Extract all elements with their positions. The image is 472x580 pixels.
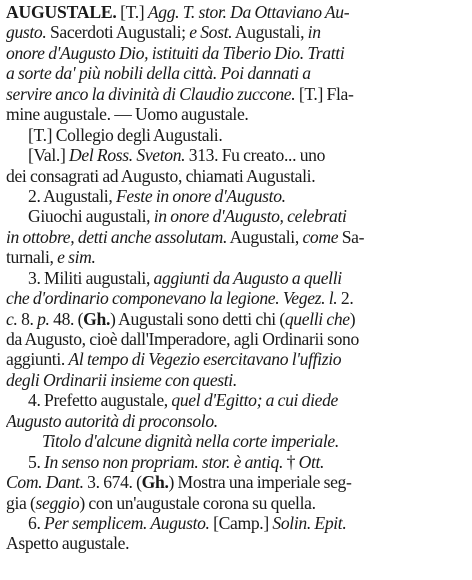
entry-line [6,186,468,206]
entry-text: [T.] [116,2,148,22]
entry-text: 3. 674. ( [83,472,142,493]
entry-text: Augusto autorità di proconsolo. [6,410,218,431]
entry-text: Gh. [83,308,110,329]
entry-text: p. [37,308,50,329]
entry-text: 4. Prefetto augustale, [28,390,172,411]
entry-text: ) Mostra una imperiale seg- [168,472,352,493]
entry-line [6,329,468,349]
entry-text: aggiunti. [6,349,69,370]
entry-line [6,309,468,329]
entry-text: e Sost. [189,22,233,43]
entry-text: 6. [28,512,45,533]
entry-text: [T.] Collegio degli Augustali. [28,124,223,145]
entry-text: servire anco la divinità di Claudio zuccone. [6,83,296,104]
entry-text: Giuochi augustali, [28,206,154,227]
entry-text: Aspetto augustale. [6,533,130,554]
entry-line [6,513,468,533]
entry-text: ) [349,308,356,329]
entry-text: e sim. [57,247,96,268]
entry-text: aggiunti da Augusto a quelli [153,267,342,288]
entry-text: Augustali, [232,22,308,43]
entry-text: 2. [337,288,354,309]
entry-text: 8. [17,308,38,329]
entry-text: mine augustale. — Uomo augustale. [6,104,249,125]
entry-text: 5. [28,451,45,472]
entry-text: seggio [35,492,80,513]
entry-text: in ottobre, detti anche assolutam. [6,226,227,247]
entry-text: a sorte da' più nobili della città. Poi dannati a [6,63,311,84]
entry-line [6,43,468,63]
entry-text: Feste in onore d'Augusto. [115,185,286,206]
entry-text: 313. Fu creato... uno [185,145,326,166]
entry-text: 2. Augustali, [28,185,116,206]
entry-line [6,145,468,165]
entry-text: Agg. T. stor. Da Ottaviano Au- [147,2,350,22]
entry-text: 48. ( [49,308,84,329]
entry-text: dei consagrati ad Augusto, chiamati Augustali. [6,165,316,186]
entry-text: c. [6,308,18,329]
entry-text: da Augusto, cioè dall'Imperadore, agli Ordinarii sono [6,329,359,349]
entry-line [6,288,468,308]
entry-text: [T.] Fla- [295,83,354,104]
headword: AUGUSTALE. [6,2,117,22]
entry-text: 3. Militi augustali, [28,267,154,288]
entry-line [6,452,468,472]
entry-line [6,125,468,145]
entry-text: In senso non propriam. stor. è antiq. [44,451,284,472]
entry-line [6,206,468,226]
entry-text: Del Ross. Sveton. [69,145,186,166]
entry-line [6,268,468,288]
entry-line [6,84,468,104]
entry-line [6,390,468,410]
entry-text: in [307,22,321,43]
entry-text: quelli che [284,308,350,329]
entry-text: Al tempo di Vegezio esercitavano l'uffizio [68,349,342,370]
entry-text: Sa- [338,226,365,247]
entry-text: [Val.] [28,145,70,166]
entry-text: † [283,451,299,472]
entry-line [6,2,468,22]
entry-line [6,493,468,513]
entry-text: Titolo d'alcune dignità nella corte imperiale. [42,431,339,452]
entry-text: quel d'Egitto; a cui diede [171,390,338,411]
entry-text: come [302,226,339,247]
entry-line [6,431,468,451]
entry-text: Com. Dant. [6,472,84,493]
entry-line [6,63,468,83]
entry-line [6,22,468,42]
entry-line [6,411,468,431]
entry-line [6,533,468,553]
entry-line [6,166,468,186]
entry-line [6,247,468,267]
dictionary-entry [6,2,468,554]
entry-text: Solin. Epit. [272,512,347,533]
entry-text: che d'ordinario componevano la legione. Vegez. l. [6,288,338,309]
entry-text: ) Augustali sono detti chi ( [110,308,285,329]
entry-text: Ott. [298,451,325,472]
entry-text: Augustali, [227,226,303,247]
entry-line [6,370,468,390]
entry-text: onore d'Augusto Dio, istituiti da Tiberio Dio. Tratti [6,42,345,63]
entry-text: Per semplicem. Augusto. [44,512,210,533]
entry-text: turnali, [6,247,58,268]
entry-line [6,472,468,492]
entry-text: ) con un'augustale corona su quella. [79,492,316,513]
entry-text: degli Ordinarii insieme con questi. [6,369,237,390]
entry-line [6,349,468,369]
entry-line [6,227,468,247]
entry-text: in onore d'Augusto, celebrati [153,206,347,227]
entry-text: gusto. [6,22,47,43]
entry-text: gia ( [6,492,36,513]
entry-text: Sacerdoti Augustali; [46,22,190,43]
entry-line [6,104,468,124]
entry-text: Gh. [141,472,169,493]
entry-text: [Camp.] [209,512,273,533]
